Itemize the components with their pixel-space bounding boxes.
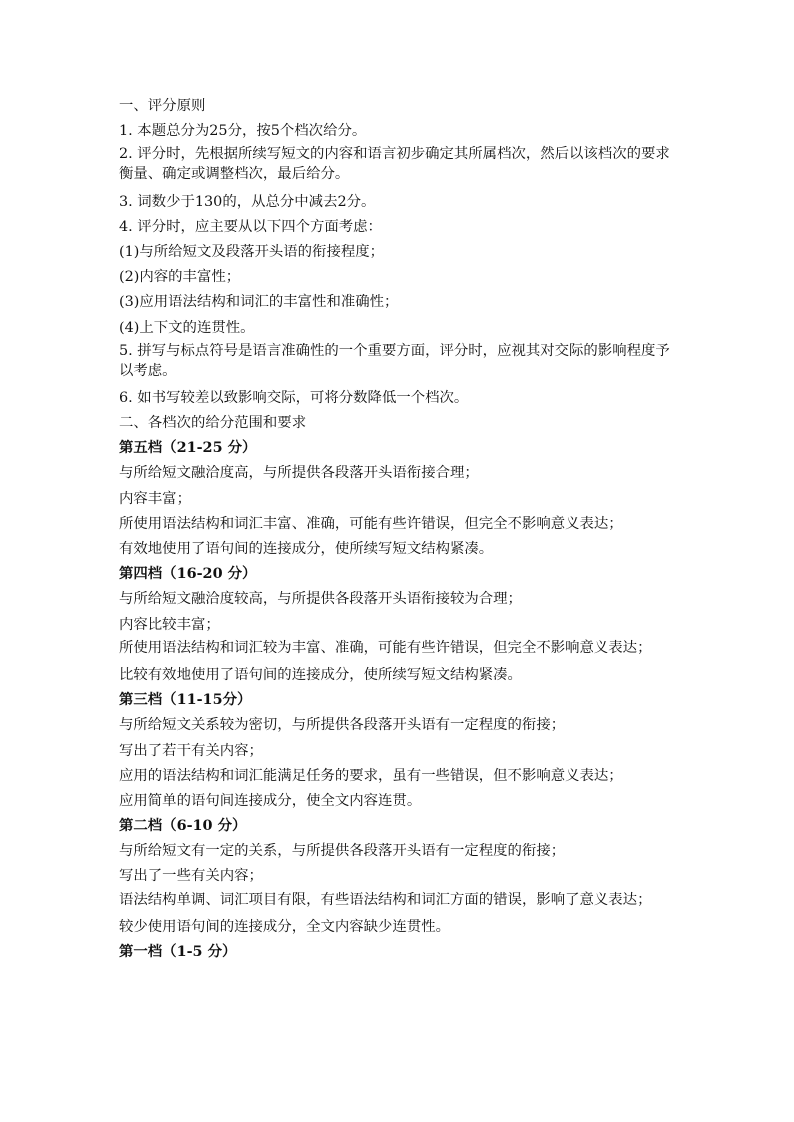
band-5-criterion: 与所给短文融洽度高，与所提供各段落开头语衔接合理；	[119, 465, 479, 482]
rule-item-5: 5. 拼写与标点符号是语言准确性的一个重要方面，评分时，应视其对交际的影响程度予以考虑。	[119, 342, 670, 379]
band-4-criterion: 内容比较丰富；	[119, 616, 220, 633]
band-3-criterion: 与所给短文关系较为密切，与所提供各段落开头语有一定程度的衔接；	[119, 717, 566, 734]
band-heading-3: 第三档（11-15分）	[119, 691, 252, 709]
band-5-criterion: 所使用语法结构和词汇丰富、准确，可能有些许错误，但完全不影响意义表达；	[119, 515, 623, 532]
band-2-criterion: 与所给短文有一定的关系，与所提供各段落开头语有一定程度的衔接；	[119, 843, 566, 860]
section-heading-score-bands: 二、各档次的给分范围和要求	[119, 415, 307, 432]
band-4-criterion: 与所给短文融洽度较高，与所提供各段落开头语衔接较为合理；	[119, 591, 522, 608]
band-2-criterion: 写出了一些有关内容；	[119, 868, 263, 885]
band-5-criterion: 有效地使用了语句间的连接成分，使所续写短文结构紧凑。	[119, 541, 494, 557]
band-2-criterion: 较少使用语句间的连接成分，全文内容缺少连贯性。	[119, 918, 450, 935]
rule-subitem-1: (1)与所给短文及段落开头语的衔接程度；	[119, 243, 385, 260]
band-heading-4: 第四档（16-20 分）	[119, 565, 257, 583]
document-page	[119, 94, 679, 965]
rule-item-6: 6. 如书写较差以致影响交际，可将分数降低一个档次。	[119, 389, 469, 406]
band-4-criterion: 比较有效地使用了语句间的连接成分，使所续写短文结构紧凑。	[119, 666, 522, 683]
band-heading-1: 第一档（1-5 分）	[119, 943, 237, 960]
rule-item-4: 4. 评分时，应主要从以下四个方面考虑：	[119, 218, 382, 235]
band-4-criterion: 所使用语法结构和词汇较为丰富、准确，可能有些许错误，但完全不影响意义表达；	[119, 639, 652, 656]
rule-item-3: 3. 词数少于130的，从总分中减去2分。	[119, 193, 376, 210]
rule-subitem-2: (2)内容的丰富性；	[119, 269, 241, 286]
rule-subitem-4: (4)上下文的连贯性。	[119, 319, 255, 336]
band-2-criterion: 语法结构单调、词汇项目有限，有些语法结构和词汇方面的错误，影响了意义表达；	[119, 891, 652, 908]
band-3-criterion: 写出了若干有关内容；	[119, 742, 263, 759]
band-3-criterion: 应用的语法结构和词汇能满足任务的要求，虽有一些错误，但不影响意义表达；	[119, 767, 623, 784]
band-3-criterion: 应用简单的语句间连接成分，使全文内容连贯。	[119, 792, 422, 809]
band-heading-5: 第五档（21-25 分）	[119, 439, 257, 457]
rule-subitem-3: (3)应用语法结构和词汇的丰富性和准确性；	[119, 294, 399, 311]
band-heading-2: 第二档（6-10 分）	[119, 817, 247, 835]
rule-item-2: 2. 评分时，先根据所续写短文的内容和语言初步确定其所属档次，然后以该档次的要求衡量、确定或调整档次，最后给分。	[119, 146, 670, 183]
rule-item-1: 1. 本题总分为25分，按5个档次给分。	[119, 123, 367, 140]
band-5-criterion: 内容丰富；	[119, 490, 191, 507]
section-heading-scoring-principles: 一、评分原则	[119, 98, 206, 114]
